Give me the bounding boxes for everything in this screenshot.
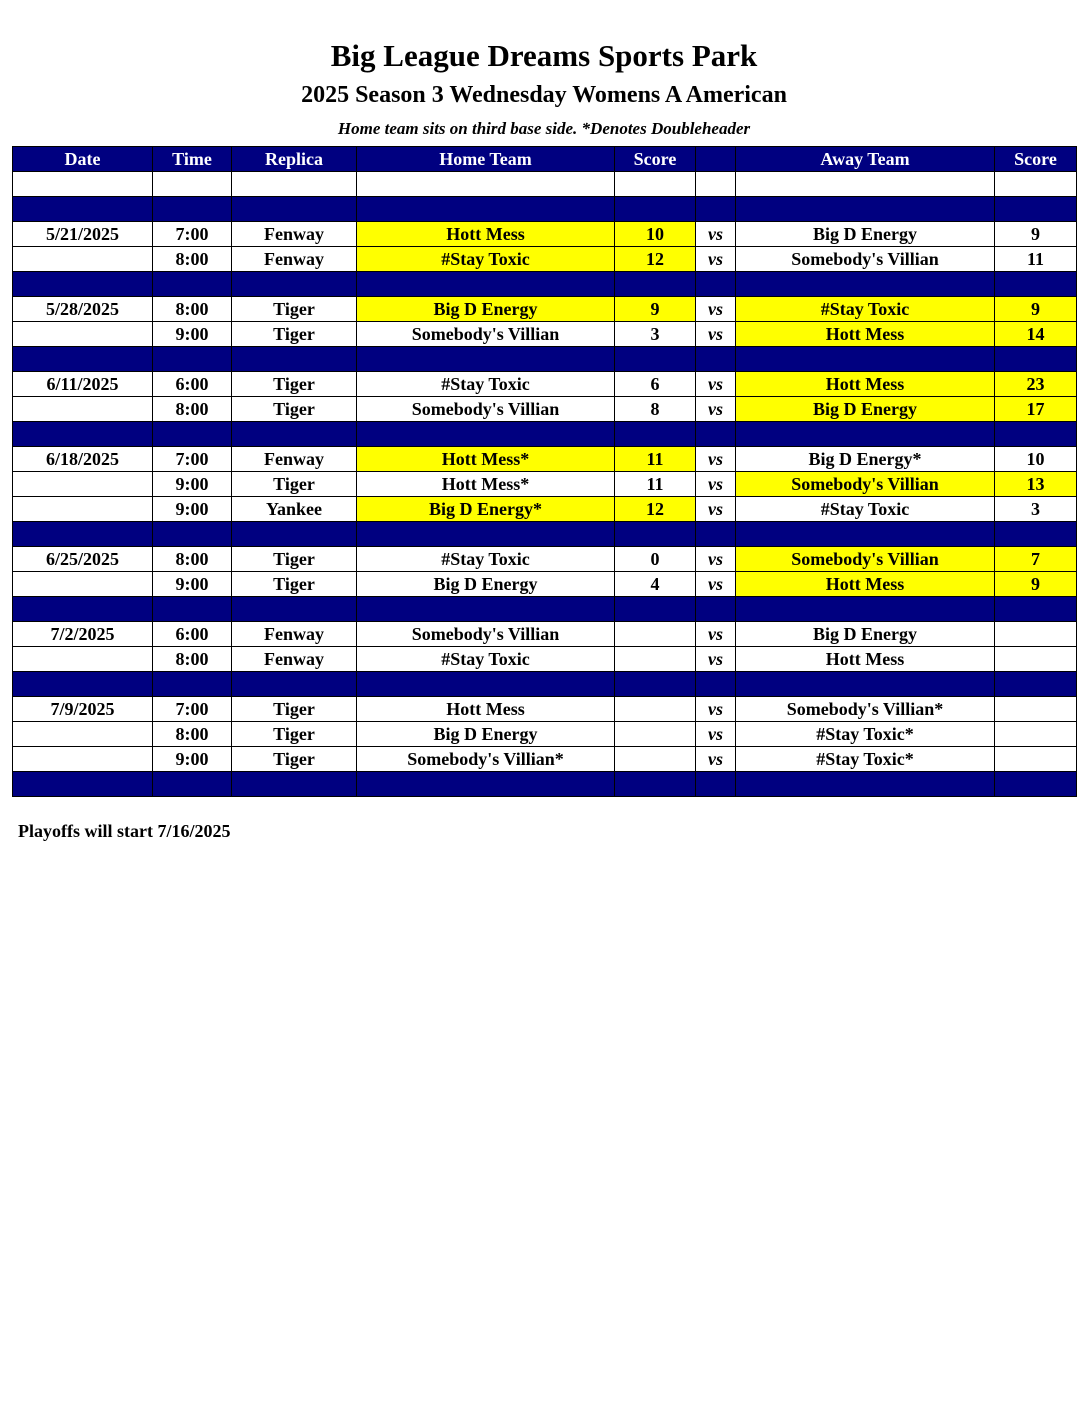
- separator-row: [13, 597, 1077, 622]
- away-team-cell: Hott Mess: [736, 372, 995, 397]
- away-score-cell: 14: [995, 322, 1077, 347]
- time-cell: 8:00: [153, 547, 232, 572]
- date-cell: [13, 747, 153, 772]
- schedule-table: [12, 146, 1077, 797]
- separator-cell: [736, 522, 995, 547]
- replica-cell: Tiger: [232, 322, 357, 347]
- home-team-cell: #Stay Toxic: [357, 547, 615, 572]
- game-row: [13, 547, 1077, 572]
- separator-row: [13, 347, 1077, 372]
- separator-cell: [13, 772, 153, 797]
- date-cell: [13, 322, 153, 347]
- away-team-cell: Somebody's Villian*: [736, 697, 995, 722]
- col-header-date: Date: [13, 147, 153, 172]
- col-header-replica: Replica: [232, 147, 357, 172]
- home-score-cell: 0: [615, 547, 696, 572]
- away-score-cell: [995, 647, 1077, 672]
- separator-cell: [13, 197, 153, 222]
- separator-cell: [696, 347, 736, 372]
- separator-cell: [995, 672, 1077, 697]
- separator-cell: [357, 347, 615, 372]
- blank-cell: [736, 172, 995, 197]
- replica-cell: Yankee: [232, 497, 357, 522]
- separator-cell: [696, 522, 736, 547]
- date-cell: 7/2/2025: [13, 622, 153, 647]
- home-score-cell: 9: [615, 297, 696, 322]
- date-cell: 6/25/2025: [13, 547, 153, 572]
- away-score-cell: 10: [995, 447, 1077, 472]
- separator-cell: [995, 272, 1077, 297]
- separator-cell: [995, 597, 1077, 622]
- date-cell: 7/9/2025: [13, 697, 153, 722]
- vs-cell: vs: [696, 622, 736, 647]
- separator-cell: [696, 197, 736, 222]
- separator-cell: [357, 772, 615, 797]
- replica-cell: Tiger: [232, 572, 357, 597]
- away-score-cell: 23: [995, 372, 1077, 397]
- home-score-cell: 11: [615, 472, 696, 497]
- col-header-home-team: Home Team: [357, 147, 615, 172]
- time-cell: 6:00: [153, 622, 232, 647]
- separator-cell: [696, 672, 736, 697]
- time-cell: 8:00: [153, 722, 232, 747]
- col-header-away-team: Away Team: [736, 147, 995, 172]
- separator-cell: [232, 422, 357, 447]
- home-score-cell: [615, 647, 696, 672]
- replica-cell: Tiger: [232, 472, 357, 497]
- separator-cell: [357, 522, 615, 547]
- vs-cell: vs: [696, 372, 736, 397]
- away-team-cell: #Stay Toxic*: [736, 747, 995, 772]
- home-score-cell: 4: [615, 572, 696, 597]
- date-cell: [13, 497, 153, 522]
- blank-cell: [232, 172, 357, 197]
- separator-cell: [232, 197, 357, 222]
- home-score-cell: 12: [615, 247, 696, 272]
- away-team-cell: #Stay Toxic: [736, 497, 995, 522]
- separator-cell: [232, 272, 357, 297]
- game-row: [13, 372, 1077, 397]
- separator-row: [13, 772, 1077, 797]
- vs-cell: vs: [696, 647, 736, 672]
- page-title: Big League Dreams Sports Park: [330, 38, 758, 73]
- game-row: [13, 572, 1077, 597]
- away-score-cell: 13: [995, 472, 1077, 497]
- vs-cell: vs: [696, 472, 736, 497]
- home-team-cell: #Stay Toxic: [357, 647, 615, 672]
- blank-cell: [995, 172, 1077, 197]
- vs-cell: vs: [696, 697, 736, 722]
- separator-cell: [615, 422, 696, 447]
- home-team-cell: Somebody's Villian: [357, 622, 615, 647]
- away-score-cell: [995, 622, 1077, 647]
- date-cell: [13, 397, 153, 422]
- separator-cell: [232, 522, 357, 547]
- schedule-note: Home team sits on third base side. *Denotes Doubleheader: [337, 119, 751, 138]
- vs-cell: vs: [696, 322, 736, 347]
- home-team-cell: Hott Mess*: [357, 447, 615, 472]
- separator-cell: [232, 597, 357, 622]
- separator-cell: [736, 422, 995, 447]
- home-team-cell: Big D Energy: [357, 722, 615, 747]
- separator-cell: [736, 772, 995, 797]
- time-cell: 9:00: [153, 322, 232, 347]
- replica-cell: Fenway: [232, 222, 357, 247]
- home-team-cell: #Stay Toxic: [357, 247, 615, 272]
- date-cell: 6/18/2025: [13, 447, 153, 472]
- blank-row: [13, 172, 1077, 197]
- home-score-cell: 6: [615, 372, 696, 397]
- away-team-cell: Big D Energy*: [736, 447, 995, 472]
- home-team-cell: Somebody's Villian: [357, 397, 615, 422]
- separator-row: [13, 422, 1077, 447]
- separator-cell: [232, 347, 357, 372]
- separator-cell: [696, 772, 736, 797]
- playoffs-note: Playoffs will start 7/16/2025: [18, 821, 231, 841]
- away-score-cell: [995, 697, 1077, 722]
- separator-row: [13, 522, 1077, 547]
- home-team-cell: Somebody's Villian: [357, 322, 615, 347]
- col-header-vs: [696, 147, 736, 172]
- vs-cell: vs: [696, 297, 736, 322]
- separator-cell: [13, 522, 153, 547]
- blank-cell: [357, 172, 615, 197]
- separator-cell: [153, 772, 232, 797]
- separator-cell: [232, 672, 357, 697]
- home-team-cell: #Stay Toxic: [357, 372, 615, 397]
- separator-cell: [615, 672, 696, 697]
- game-row: [13, 472, 1077, 497]
- away-score-cell: [995, 722, 1077, 747]
- separator-cell: [995, 347, 1077, 372]
- away-team-cell: Hott Mess: [736, 647, 995, 672]
- away-score-cell: 11: [995, 247, 1077, 272]
- separator-cell: [615, 772, 696, 797]
- separator-cell: [153, 422, 232, 447]
- time-cell: 8:00: [153, 297, 232, 322]
- separator-cell: [995, 422, 1077, 447]
- away-score-cell: 9: [995, 297, 1077, 322]
- time-cell: 8:00: [153, 647, 232, 672]
- time-cell: 6:00: [153, 372, 232, 397]
- date-cell: 6/11/2025: [13, 372, 153, 397]
- separator-cell: [736, 272, 995, 297]
- vs-cell: vs: [696, 497, 736, 522]
- separator-cell: [736, 672, 995, 697]
- home-score-cell: [615, 697, 696, 722]
- home-team-cell: Hott Mess: [357, 697, 615, 722]
- separator-cell: [736, 347, 995, 372]
- time-cell: 7:00: [153, 697, 232, 722]
- separator-cell: [232, 772, 357, 797]
- home-score-cell: 11: [615, 447, 696, 472]
- separator-cell: [696, 422, 736, 447]
- game-row: [13, 697, 1077, 722]
- replica-cell: Fenway: [232, 447, 357, 472]
- away-score-cell: 7: [995, 547, 1077, 572]
- away-team-cell: Hott Mess: [736, 322, 995, 347]
- separator-cell: [615, 597, 696, 622]
- home-team-cell: Big D Energy: [357, 297, 615, 322]
- separator-cell: [696, 272, 736, 297]
- separator-cell: [615, 272, 696, 297]
- away-team-cell: Big D Energy: [736, 222, 995, 247]
- replica-cell: Tiger: [232, 747, 357, 772]
- separator-cell: [736, 597, 995, 622]
- replica-cell: Fenway: [232, 247, 357, 272]
- away-team-cell: Somebody's Villian: [736, 472, 995, 497]
- date-cell: 5/21/2025: [13, 222, 153, 247]
- separator-cell: [153, 597, 232, 622]
- separator-cell: [357, 272, 615, 297]
- away-team-cell: #Stay Toxic*: [736, 722, 995, 747]
- replica-cell: Tiger: [232, 722, 357, 747]
- replica-cell: Tiger: [232, 397, 357, 422]
- away-team-cell: Big D Energy: [736, 622, 995, 647]
- vs-cell: vs: [696, 447, 736, 472]
- col-header-home-score: Score: [615, 147, 696, 172]
- away-team-cell: Somebody's Villian: [736, 547, 995, 572]
- separator-cell: [153, 197, 232, 222]
- home-team-cell: Somebody's Villian*: [357, 747, 615, 772]
- col-header-away-score: Score: [995, 147, 1077, 172]
- vs-cell: vs: [696, 547, 736, 572]
- away-score-cell: [995, 747, 1077, 772]
- game-row: [13, 747, 1077, 772]
- away-team-cell: Big D Energy: [736, 397, 995, 422]
- home-score-cell: [615, 722, 696, 747]
- away-team-cell: Somebody's Villian: [736, 247, 995, 272]
- separator-cell: [615, 347, 696, 372]
- game-row: [13, 322, 1077, 347]
- vs-cell: vs: [696, 722, 736, 747]
- date-cell: [13, 722, 153, 747]
- separator-cell: [13, 422, 153, 447]
- separator-row: [13, 672, 1077, 697]
- vs-cell: vs: [696, 247, 736, 272]
- separator-cell: [153, 672, 232, 697]
- time-cell: 9:00: [153, 497, 232, 522]
- game-row: [13, 722, 1077, 747]
- replica-cell: Tiger: [232, 297, 357, 322]
- blank-cell: [153, 172, 232, 197]
- blank-cell: [615, 172, 696, 197]
- time-cell: 8:00: [153, 247, 232, 272]
- away-score-cell: 9: [995, 572, 1077, 597]
- separator-cell: [736, 197, 995, 222]
- date-cell: 5/28/2025: [13, 297, 153, 322]
- date-cell: [13, 572, 153, 597]
- separator-cell: [13, 672, 153, 697]
- header-row: [13, 147, 1077, 172]
- col-header-time: Time: [153, 147, 232, 172]
- vs-cell: vs: [696, 747, 736, 772]
- home-score-cell: 12: [615, 497, 696, 522]
- home-score-cell: 3: [615, 322, 696, 347]
- time-cell: 7:00: [153, 447, 232, 472]
- game-row: [13, 647, 1077, 672]
- vs-cell: vs: [696, 222, 736, 247]
- game-row: [13, 397, 1077, 422]
- separator-cell: [357, 197, 615, 222]
- separator-row: [13, 272, 1077, 297]
- away-team-cell: Hott Mess: [736, 572, 995, 597]
- replica-cell: Tiger: [232, 372, 357, 397]
- away-team-cell: #Stay Toxic: [736, 297, 995, 322]
- home-team-cell: Big D Energy: [357, 572, 615, 597]
- blank-cell: [696, 172, 736, 197]
- separator-cell: [13, 347, 153, 372]
- separator-cell: [153, 272, 232, 297]
- home-score-cell: [615, 622, 696, 647]
- separator-cell: [13, 597, 153, 622]
- time-cell: 9:00: [153, 747, 232, 772]
- vs-cell: vs: [696, 397, 736, 422]
- separator-cell: [357, 597, 615, 622]
- game-row: [13, 497, 1077, 522]
- page-subtitle: 2025 Season 3 Wednesday Womens A American: [301, 82, 787, 108]
- time-cell: 8:00: [153, 397, 232, 422]
- home-score-cell: 10: [615, 222, 696, 247]
- separator-cell: [995, 197, 1077, 222]
- separator-cell: [995, 772, 1077, 797]
- game-row: [13, 222, 1077, 247]
- replica-cell: Tiger: [232, 697, 357, 722]
- separator-cell: [13, 272, 153, 297]
- home-score-cell: [615, 747, 696, 772]
- separator-cell: [357, 672, 615, 697]
- schedule-body: [13, 172, 1077, 797]
- separator-cell: [995, 522, 1077, 547]
- vs-cell: vs: [696, 572, 736, 597]
- home-team-cell: Big D Energy*: [357, 497, 615, 522]
- separator-cell: [153, 347, 232, 372]
- game-row: [13, 622, 1077, 647]
- home-team-cell: Hott Mess*: [357, 472, 615, 497]
- blank-cell: [13, 172, 153, 197]
- separator-cell: [615, 522, 696, 547]
- replica-cell: Fenway: [232, 622, 357, 647]
- replica-cell: Fenway: [232, 647, 357, 672]
- game-row: [13, 297, 1077, 322]
- away-score-cell: 3: [995, 497, 1077, 522]
- away-score-cell: 9: [995, 222, 1077, 247]
- home-team-cell: Hott Mess: [357, 222, 615, 247]
- home-score-cell: 8: [615, 397, 696, 422]
- separator-cell: [696, 597, 736, 622]
- separator-row: [13, 197, 1077, 222]
- time-cell: 7:00: [153, 222, 232, 247]
- date-cell: [13, 647, 153, 672]
- time-cell: 9:00: [153, 572, 232, 597]
- away-score-cell: 17: [995, 397, 1077, 422]
- separator-cell: [357, 422, 615, 447]
- game-row: [13, 447, 1077, 472]
- separator-cell: [615, 197, 696, 222]
- replica-cell: Tiger: [232, 547, 357, 572]
- separator-cell: [153, 522, 232, 547]
- game-row: [13, 247, 1077, 272]
- time-cell: 9:00: [153, 472, 232, 497]
- date-cell: [13, 247, 153, 272]
- date-cell: [13, 472, 153, 497]
